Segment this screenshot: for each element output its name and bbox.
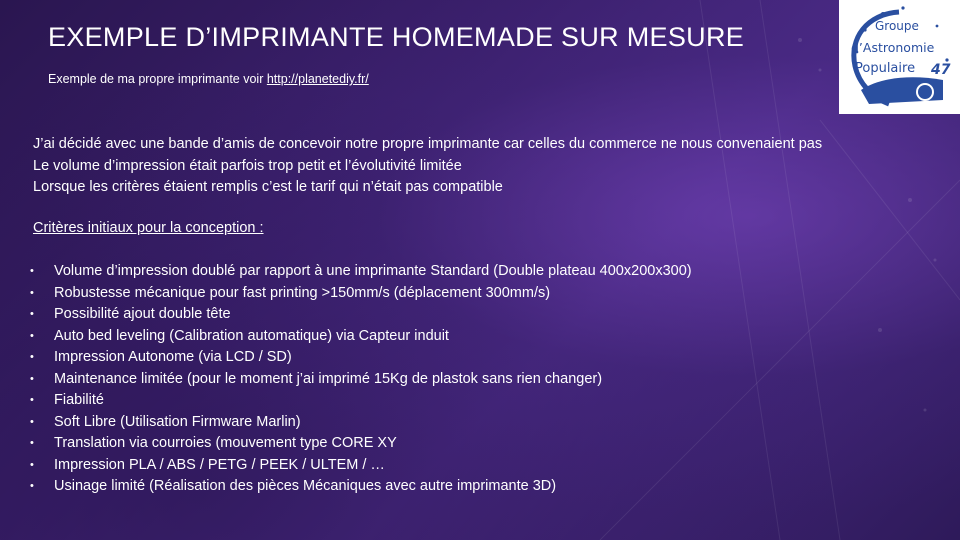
bullet-icon: • [30, 265, 34, 277]
logo-graphic [839, 0, 960, 114]
intro-line: J’ai décidé avec une bande d’amis de concevoir notre propre imprimante car celles du commerce ne nous convenaient pas [33, 136, 823, 152]
list-item-text: Auto bed leveling (Calibration automatique) via Capteur induit [54, 327, 449, 344]
bullet-icon: • [30, 458, 34, 471]
logo-line1: Groupe [875, 19, 919, 33]
list-item [30, 390, 692, 412]
criteria-list [30, 261, 692, 498]
bullet-icon: • [30, 351, 34, 363]
list-item [30, 433, 692, 455]
logo-line3: Populaire [855, 61, 916, 76]
slide-title: EXEMPLE D’IMPRIMANTE HOMEMADE SUR MESURE [48, 22, 745, 52]
planetediy-link[interactable]: http://planetediy.fr/ [266, 72, 369, 86]
bullet-icon: • [30, 329, 34, 342]
list-item [30, 261, 692, 283]
list-item-text: Translation via courroies (mouvement type CORE XY [54, 435, 397, 451]
logo-dome-fill [918, 85, 932, 99]
bullet-icon: • [30, 308, 34, 320]
criteria-heading: Critères initiaux pour la conception : [33, 220, 264, 236]
list-item-text: Impression Autonome (via LCD / SD) [54, 349, 292, 365]
bullet-icon: • [30, 372, 34, 385]
intro-line: Lorsque les critères étaient remplis c’est le tarif qui n’était pas compatible [33, 179, 503, 195]
list-item-text: Volume d’impression doublé par rapport à une imprimante Standard (Double plateau 400x200x300) [54, 263, 692, 279]
list-item [30, 455, 692, 477]
logo-line2: d’Astronomie [851, 40, 935, 55]
bullet-icon: • [30, 437, 34, 449]
logo-number: 47 [931, 62, 951, 78]
list-item-text: Usinage limité (Réalisation des pièces Mécaniques avec autre imprimante 3D) [54, 478, 557, 494]
bullet-icon: • [30, 286, 34, 299]
list-item [30, 369, 692, 391]
list-item-text: Maintenance limitée (pour le moment j’ai imprimé 15Kg de plastok sans rien changer) [54, 370, 603, 387]
list-item-text: Robustesse mécanique pour fast printing >150mm/s (déplacement 300mm/s) [54, 284, 551, 301]
list-item-text: Soft Libre (Utilisation Firmware Marlin) [54, 413, 301, 430]
list-item [30, 283, 692, 305]
intro-paragraph [33, 134, 943, 199]
astronomy-group-logo [839, 0, 960, 114]
list-item [30, 476, 692, 498]
list-item-text: Fiabilité [54, 392, 104, 408]
list-item [30, 412, 692, 434]
intro-line: Le volume d’impression était parfois trop petit et l’évolutivité limitée [33, 157, 462, 174]
list-item [30, 347, 692, 369]
slide-subtitle [48, 72, 369, 86]
list-item-text: Impression PLA / ABS / PETG / PEEK / ULTEM / … [54, 456, 385, 473]
list-item [30, 326, 692, 348]
bullet-icon: • [30, 394, 34, 406]
bullet-icon: • [30, 415, 34, 428]
list-item [30, 304, 692, 326]
subtitle-text: Exemple de ma propre imprimante voir [48, 72, 267, 86]
list-item-text: Possibilité ajout double tête [54, 306, 231, 322]
bullet-icon: • [30, 480, 34, 492]
